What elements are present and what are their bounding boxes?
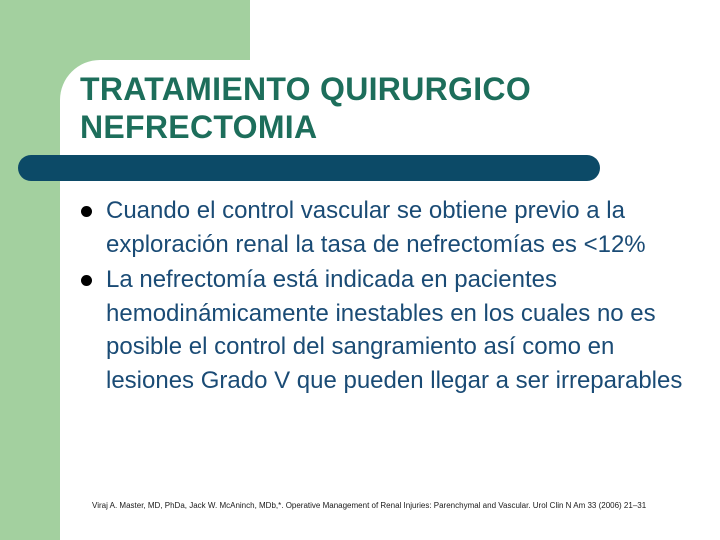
citation: Viraj A. Master, MD, PhDa, Jack W. McAninch, MDb,*. Operative Management of Renal Injuries: Parenchymal and Vascular. Urol Clin N Am 33 (2006) 21–31 [92,501,647,510]
title-divider-bar [18,155,600,181]
bullet-item [78,263,708,397]
title-line-2: NEFRECTOMIA [80,109,318,145]
bullet-text: La nefrectomía está indicada en pacientes hemodinámicamente inestables en los cuales no es posible el control del sangramiento así como en lesiones Grado V que pueden llegar a ser irreparables [106,266,683,394]
bullet-item [78,194,708,261]
title-line-1: TRATAMIENTO QUIRURGICO [80,71,532,107]
bullet-text: Cuando el control vascular se obtiene previo a la exploración renal la tasa de nefrectomías es <12% [106,197,646,258]
bullet-dot-icon [81,206,92,217]
slide-title [80,70,531,146]
bullet-list [78,194,708,399]
bullet-dot-icon [81,275,92,286]
